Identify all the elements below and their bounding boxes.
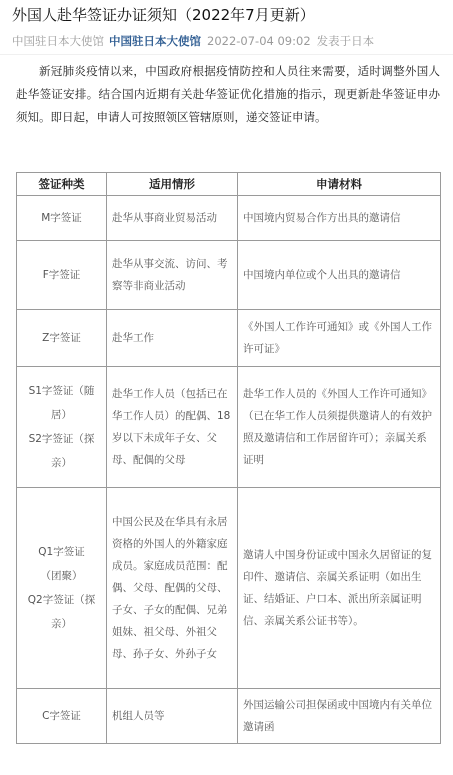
visa-type-line: Q2字签证（探 <box>27 594 96 606</box>
header-divider <box>0 54 453 55</box>
visa-type-cell <box>17 367 107 488</box>
article-title: 外国人赴华签证办证须知（2022年7月更新） <box>12 6 315 24</box>
situation-cell: 赴华工作人员（包括已在华工作人员）的配偶、18岁以下未成年子女、父母、配偶的父母 <box>107 367 238 488</box>
visa-type-line: S1字签证（随 <box>28 385 95 397</box>
visa-type-line: F字签证 <box>42 269 81 281</box>
materials-cell: 邀请人中国身份证或中国永久居留证的复印件、邀请信、亲属关系证明（如出生证、结婚证、户口本、派出所亲属证明信、亲属关系公证书等）。 <box>238 488 441 689</box>
article-meta <box>12 33 442 49</box>
visa-type-line: M字签证 <box>41 212 82 224</box>
materials-cell: 外国运输公司担保函或中国境内有关单位邀请函 <box>238 689 441 744</box>
visa-type-cell <box>17 196 107 241</box>
visa-type-line: 亲） <box>51 618 72 630</box>
situation-cell: 赴华从事商业贸易活动 <box>107 196 238 241</box>
visa-type-cell <box>17 689 107 744</box>
visa-type-line: C字签证 <box>42 710 81 722</box>
account-link[interactable]: 中国驻日本大使馆 <box>109 34 201 48</box>
visa-type-line: （团聚） <box>40 570 83 582</box>
visa-type-cell <box>17 310 107 367</box>
article-source: 中国驻日本大使馆 <box>12 34 104 48</box>
visa-type-line: Z字签证 <box>42 332 81 344</box>
table-row <box>17 488 441 689</box>
table-row <box>17 310 441 367</box>
header-materials: 申请材料 <box>238 173 441 196</box>
visa-type-line: 亲） <box>51 457 72 469</box>
situation-cell: 中国公民及在华具有永居资格的外国人的外籍家庭成员。家庭成员范围：配偶、父母、配偶的父母、子女、子女的配偶、兄弟姐妹、祖父母、外祖父母、孙子女、外孙子女 <box>107 488 238 689</box>
table-row <box>17 367 441 488</box>
situation-cell: 赴华工作 <box>107 310 238 367</box>
visa-table <box>16 172 441 744</box>
publish-location: 发表于日本 <box>316 34 375 48</box>
materials-cell: 中国境内贸易合作方出具的邀请信 <box>238 196 441 241</box>
visa-type-line: 居） <box>51 409 72 421</box>
table-row <box>17 689 441 744</box>
table-header-row <box>17 173 441 196</box>
intro-paragraph: 新冠肺炎疫情以来，中国政府根据疫情防控和人员往来需要，适时调整外国人赴华签证安排。结合国内近期有关赴华签证优化措施的指示，现更新赴华签证申办须知。即日起，申请人可按照领区管辖原则，递交签证申请。 <box>16 64 440 124</box>
header-situation: 适用情形 <box>107 173 238 196</box>
materials-cell: 赴华工作人员的《外国人工作许可通知》（已在华工作人员须提供邀请人的有效护照及邀请信和工作居留许可）；亲属关系证明 <box>238 367 441 488</box>
table-row <box>17 196 441 241</box>
visa-type-line: S2字签证（探 <box>28 433 95 445</box>
situation-cell: 赴华从事交流、访问、考察等非商业活动 <box>107 241 238 310</box>
materials-cell: 《外国人工作许可通知》或《外国人工作许可证》 <box>238 310 441 367</box>
publish-date: 2022-07-04 09:02 <box>207 34 311 48</box>
visa-type-line: Q1字签证 <box>38 546 85 558</box>
visa-type-cell <box>17 488 107 689</box>
situation-cell: 机组人员等 <box>107 689 238 744</box>
materials-cell: 中国境内单位或个人出具的邀请信 <box>238 241 441 310</box>
table-row <box>17 241 441 310</box>
header-visa-type: 签证种类 <box>17 173 107 196</box>
visa-type-cell <box>17 241 107 310</box>
